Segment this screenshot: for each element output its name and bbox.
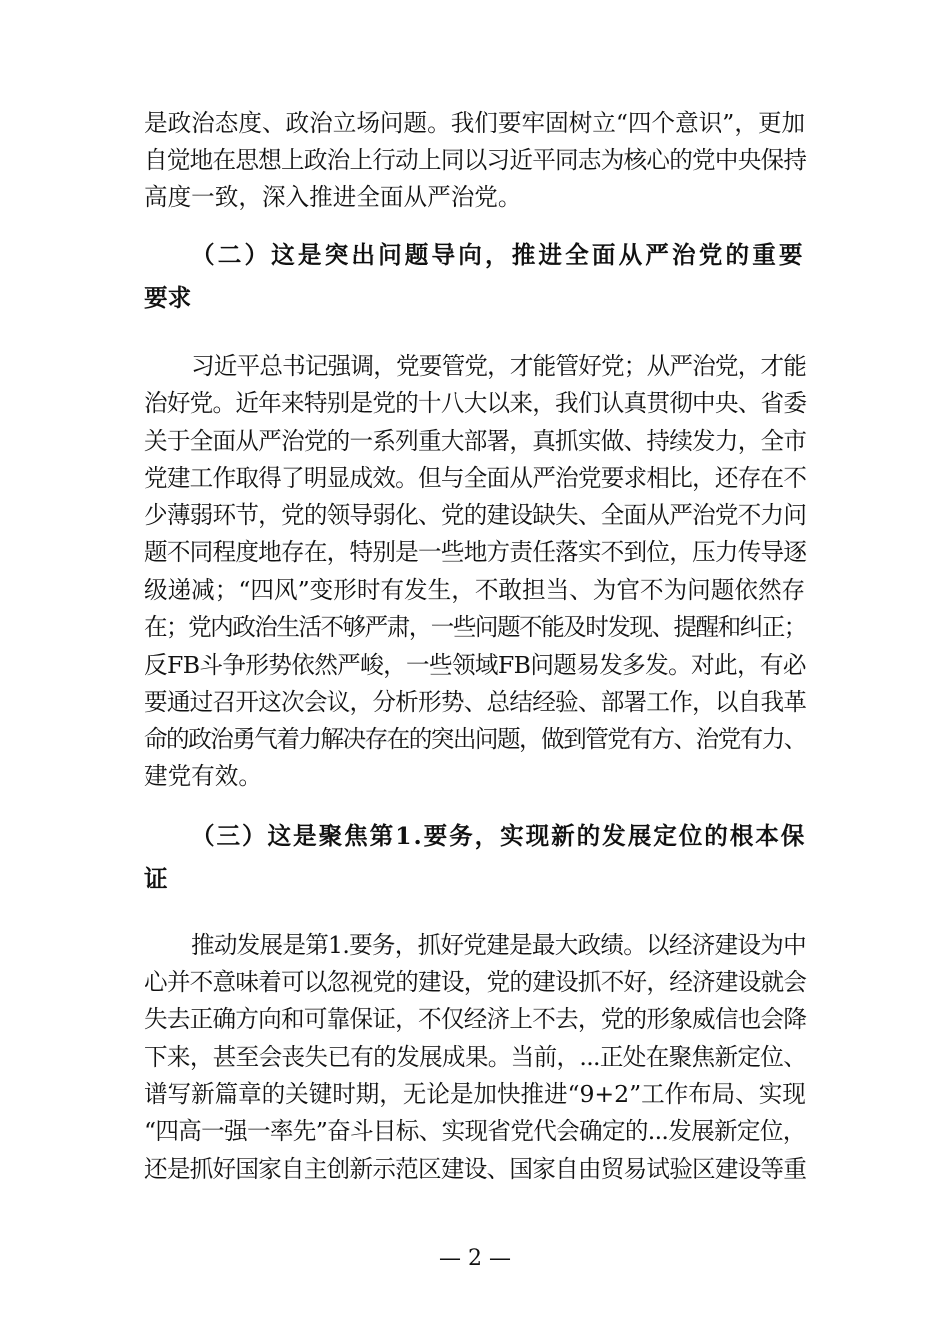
section-heading-line <box>0 816 950 856</box>
line-text: 习近平总书记强调，党要管党，才能管好党；从严治党，才能 <box>191 352 807 380</box>
body-text-line <box>0 103 950 143</box>
line-text: 要求 <box>144 284 192 312</box>
body-text-line <box>0 570 950 610</box>
body-text-line <box>0 177 950 217</box>
line-text: （二）这是突出问题导向，推进全面从严治党的重要 <box>191 241 806 269</box>
body-text-line <box>0 719 950 759</box>
body-text-line <box>0 140 950 180</box>
line-text: 是政治态度、政治立场问题。我们要牢固树立“四个意识”，更加 <box>144 109 806 137</box>
line-text: 少薄弱环节，党的领导弱化、党的建设缺失、全面从严治党不力问 <box>144 501 807 529</box>
line-text: （三）这是聚焦第1.要务，实现新的发展定位的根本保 <box>191 822 807 850</box>
line-text: 在；党内政治生活不够严肃，一些问题不能及时发现、提醒和纠正； <box>144 613 806 641</box>
section-heading-line <box>0 278 950 318</box>
line-text: 反FB斗争形势依然严峻，一些领域FB问题易发多发。对此，有必 <box>144 651 806 679</box>
body-text-line <box>0 645 950 685</box>
body-text-line <box>0 607 950 647</box>
line-text: 推动发展是第1.要务，抓好党建是最大政绩。以经济建设为中 <box>191 931 806 959</box>
line-text: 心并不意味着可以忽视党的建设，党的建设抓不好，经济建设就会 <box>144 968 807 996</box>
body-text-line <box>0 383 950 423</box>
body-text-line <box>0 1037 950 1077</box>
body-text-line <box>0 346 950 386</box>
line-text: 自觉地在思想上政治上行动上同以习近平同志为核心的党中央保持 <box>144 146 807 174</box>
line-text: 命的政治勇气着力解决存在的突出问题，做到管党有方、治党有力、 <box>144 725 806 753</box>
line-text: 失去正确方向和可靠保证，不仅经济上不去，党的形象威信也会降 <box>144 1005 807 1033</box>
body-text-line <box>0 458 950 498</box>
line-text: “四高一强一率先”奋斗目标、实现省党代会确定的...发展新定位， <box>144 1117 806 1145</box>
line-text: 高度一致，深入推进全面从严治党。 <box>144 183 522 211</box>
body-text-line <box>0 532 950 572</box>
line-text: 建党有效。 <box>144 762 262 790</box>
line-text: 关于全面从严治党的一系列重大部署，真抓实做、持续发力，全市 <box>144 427 807 455</box>
body-text-line <box>0 682 950 722</box>
body-text-line <box>0 999 950 1039</box>
section-heading-line <box>0 859 950 899</box>
body-text-line <box>0 962 950 1002</box>
body-text-line <box>0 1149 950 1189</box>
body-text-line <box>0 1074 950 1114</box>
line-text: 党建工作取得了明显成效。但与全面从严治党要求相比，还存在不 <box>144 464 807 492</box>
body-text-line <box>0 925 950 965</box>
line-text: 证 <box>144 865 168 893</box>
line-text: 题不同程度地存在，特别是一些地方责任落实不到位，压力传导逐 <box>144 538 807 566</box>
body-text-line <box>0 1111 950 1151</box>
body-text-line <box>0 495 950 535</box>
line-text: 治好党。近年来特别是党的十八大以来，我们认真贯彻中央、省委 <box>144 389 807 417</box>
line-text: 级递减；“四风”变形时有发生，不敢担当、为官不为问题依然存 <box>144 576 806 604</box>
line-text: 下来，甚至会丧失已有的发展成果。当前，...正处在聚焦新定位、 <box>144 1043 807 1071</box>
line-text: 还是抓好国家自主创新示范区建设、国家自由贸易试验区建设等重 <box>144 1155 807 1183</box>
line-text: 谱写新篇章的关键时期，无论是加快推进“9+2”工作布局、实现 <box>144 1080 806 1108</box>
body-text-line <box>0 756 950 796</box>
section-heading-line <box>0 235 950 275</box>
line-text: 要通过召开这次会议，分析形势、总结经验、部署工作，以自我革 <box>144 688 807 716</box>
body-text-line <box>0 421 950 461</box>
page-number: — 2 — <box>439 1246 511 1271</box>
